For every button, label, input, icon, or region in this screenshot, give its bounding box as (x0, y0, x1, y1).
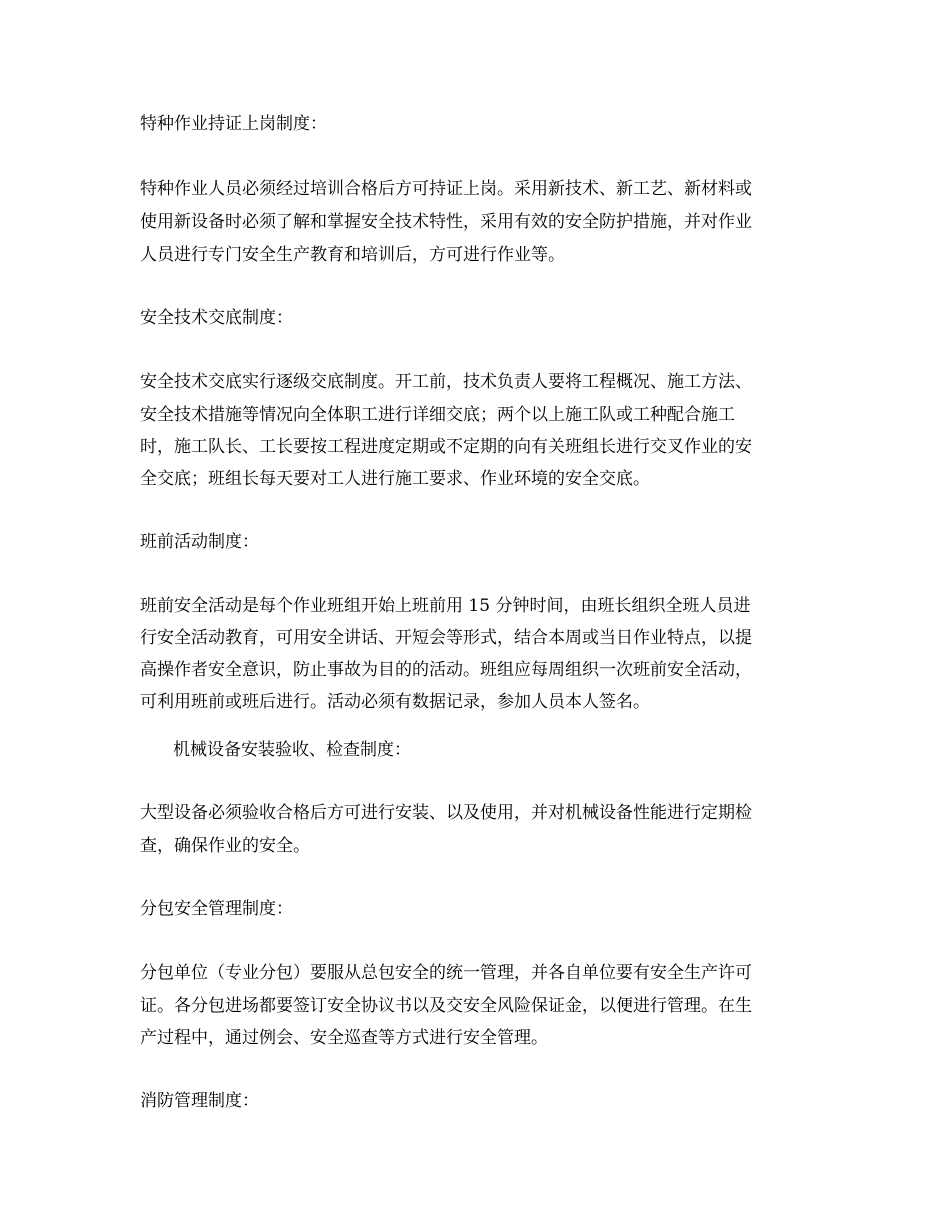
paragraph-line: 人员进行专门安全生产教育和培训后，方可进行作业等。 (140, 245, 565, 265)
paragraph-line: 分包单位（专业分包）要服从总包安全的统一管理，并各自单位要有安全生产许可 (140, 963, 752, 983)
paragraph-line: 班前安全活动是每个作业班组开始上班前用 15 分钟时间，由班长组织全班人员进 (140, 596, 751, 616)
paragraph-line: 可利用班前或班后进行。活动必须有数据记录，参加人员本人签名。 (140, 692, 650, 712)
paragraph-line: 证。各分包进场都要签订安全协议书以及交安全风险保证金，以便进行管理。在生 (140, 996, 752, 1016)
heading-safety-briefing: 安全技术交底制度： (140, 308, 293, 328)
paragraph-line: 安全技术交底实行逐级交底制度。开工前，技术负责人要将工程概况、施工方法、 (140, 372, 752, 392)
heading-equipment-inspection: 机械设备安装验收、检查制度： (173, 740, 411, 760)
paragraph-line: 使用新设备时必须了解和掌握安全技术特性，采用有效的安全防护措施，并对作业 (140, 212, 752, 232)
heading-fire-management: 消防管理制度： (140, 1091, 259, 1111)
paragraph-line: 全交底；班组长每天要对工人进行施工要求、作业环境的安全交底。 (140, 469, 650, 489)
heading-pre-shift-activity: 班前活动制度： (140, 532, 259, 552)
paragraph-line: 安全技术措施等情况向全体职工进行详细交底；两个以上施工队或工种配合施工 (140, 405, 735, 425)
paragraph-line: 特种作业人员必须经过培训合格后方可持证上岗。采用新技术、新工艺、新材料或 (140, 179, 752, 199)
paragraph-line: 产过程中，通过例会、安全巡查等方式进行安全管理。 (140, 1028, 548, 1048)
paragraph-line: 高操作者安全意识，防止事故为目的的活动。班组应每周组织一次班前安全活动， (140, 660, 752, 680)
heading-special-operations: 特种作业持证上岗制度： (140, 114, 327, 134)
paragraph-line: 查，确保作业的安全。 (140, 836, 310, 856)
paragraph-line: 时，施工队长、工长要按工程进度定期或不定期的向有关班组长进行交叉作业的安 (140, 437, 752, 457)
paragraph-line: 大型设备必须验收合格后方可进行安装、以及使用，并对机械设备性能进行定期检 (140, 803, 752, 823)
heading-subcontract-safety: 分包安全管理制度： (140, 899, 293, 919)
paragraph-line: 行安全活动教育，可用安全讲话、开短会等形式，结合本周或当日作业特点，以提 (140, 628, 752, 648)
